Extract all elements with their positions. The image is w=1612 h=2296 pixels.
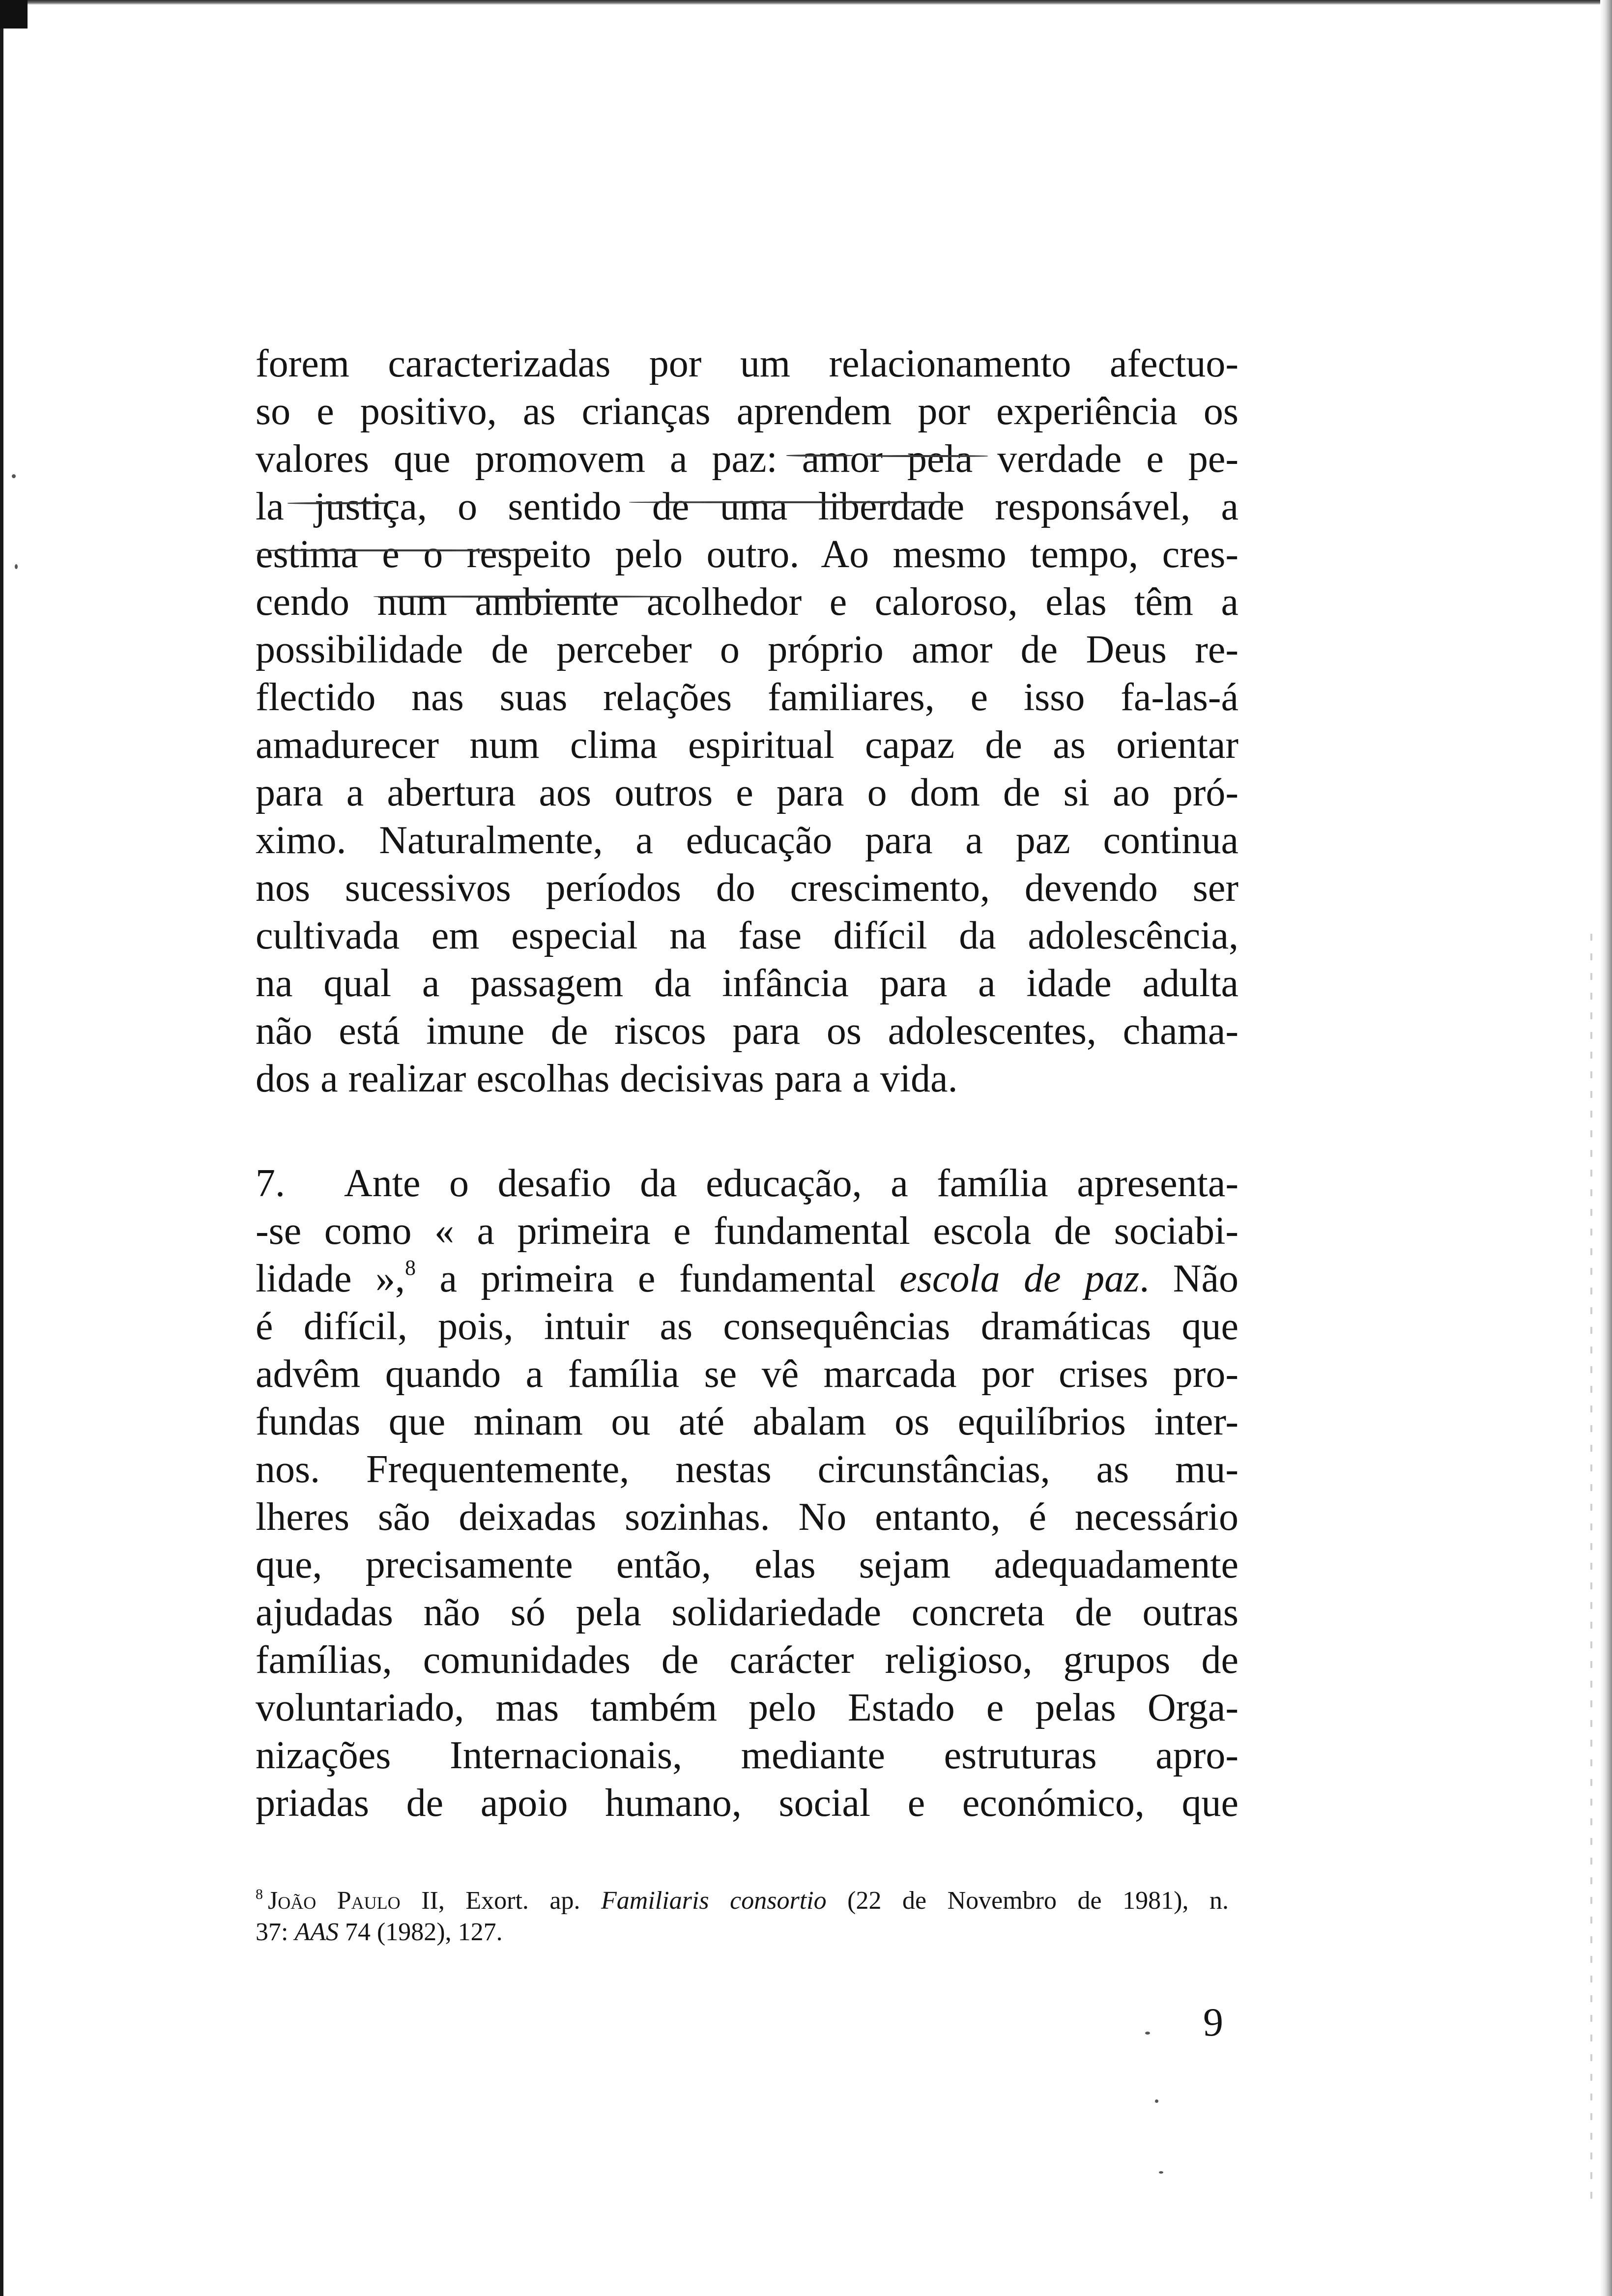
pen-underline-mark: [256, 549, 541, 551]
text-line: ximo. Naturalmente, a educação para a paz continua: [256, 819, 1238, 862]
text-line: ajudadas não só pela solidariedade concreta de outras: [256, 1591, 1238, 1634]
footnote: [256, 1885, 1229, 1948]
paragraph-continuation: [256, 340, 1238, 1103]
text-line: possibilidade de perceber o próprio amor de Deus re-: [256, 628, 1238, 671]
pen-underline-mark: [629, 501, 958, 503]
text-line: nos sucessivos períodos do crescimento, devendo ser: [256, 866, 1238, 910]
text-line: so e positivo, as crianças aprendem por experiência os: [256, 390, 1238, 433]
text-line: priadas de apoio humano, social e económico, que: [256, 1781, 1238, 1825]
text-line: famílias, comunidades de carácter religioso, grupos de: [256, 1638, 1238, 1682]
text-line: na qual a passagem da infância para a idade adulta: [256, 962, 1238, 1005]
pen-underline-mark: [288, 502, 393, 504]
text-line: que, precisamente então, elas sejam adequadamente: [256, 1543, 1238, 1586]
paragraph-number: 7.: [256, 1162, 285, 1205]
text-line: cendo num ambiente acolhedor e caloroso, elas têm a: [256, 580, 1238, 624]
footnote-author: João Paulo II: [268, 1887, 438, 1915]
footnote-work-title: Familiaris consortio: [601, 1887, 827, 1915]
text-line: cultivada em especial na fase difícil da adolescência,: [256, 914, 1238, 957]
text-line: não está imune de riscos para os adolescentes, chama-: [256, 1009, 1238, 1053]
text-line: [256, 1160, 1238, 1207]
footnote-text: (22 de Novembro de 1981), n.: [826, 1887, 1229, 1915]
text-line: nos. Frequentemente, nestas circunstâncias, as mu-: [256, 1448, 1238, 1491]
text-line: nizações Internacionais, mediante estruturas apro-: [256, 1734, 1238, 1777]
text-segment: lidade »,: [256, 1257, 405, 1300]
scan-corner-mark: [0, 0, 28, 29]
text-line: para a abertura aos outros e para o dom de si ao pró-: [256, 771, 1238, 814]
text-line: valores que promovem a paz: amor pela verdade e pe-: [256, 437, 1238, 481]
text-line: amadurecer num clima espiritual capaz de as orientar: [256, 723, 1238, 767]
footnote-text: 74 (1982), 127.: [338, 1918, 503, 1946]
scan-speck: [1155, 2099, 1158, 2103]
scan-speck: [1159, 2171, 1163, 2174]
text-line: forem caracterizadas por um relacionamento afectuo-: [256, 342, 1238, 385]
scan-top-edge: [0, 0, 1612, 5]
paragraph-7: [256, 1160, 1238, 1827]
footnote-reference: 8: [404, 1256, 416, 1280]
text-line: dos a realizar escolhas decisivas para a vida.: [256, 1057, 958, 1100]
italic-phrase: escola de paz: [899, 1257, 1140, 1300]
text-line: voluntariado, mas também pelo Estado e pelas Orga-: [256, 1686, 1238, 1729]
text-line: estima e o respeito pelo outro. Ao mesmo tempo, cres-: [256, 533, 1238, 576]
text-line: advêm quando a família se vê marcada por crises pro-: [256, 1352, 1238, 1396]
text-line: flectido nas suas relações familiares, e isso fa-las-á: [256, 676, 1238, 719]
text-line: -se como « a primeira e fundamental escola de sociabi-: [256, 1209, 1238, 1253]
scan-right-edge: [1600, 0, 1612, 2296]
scan-speck: [15, 564, 18, 569]
text-segment: a primeira e fundamental: [415, 1257, 900, 1300]
pen-underline-mark: [374, 596, 678, 598]
footnote-text: 37:: [256, 1918, 295, 1946]
footnote-line: [256, 1917, 1229, 1948]
scan-right-dashes: [1590, 934, 1592, 2211]
page-number: 9: [1203, 2000, 1223, 2044]
pen-underline-mark: [865, 455, 988, 457]
footnote-text: , Exort. ap.: [438, 1887, 602, 1915]
text-line: é difícil, pois, intuir as consequências dramáticas que: [256, 1305, 1238, 1348]
text-line: lheres são deixadas sozinhas. No entanto, é necessário: [256, 1495, 1238, 1539]
scan-speck: [1145, 2032, 1150, 2035]
text-line: [256, 1255, 1238, 1303]
footnote-journal: AAS: [294, 1918, 339, 1946]
scan-left-edge: [0, 0, 3, 2296]
scan-speck: [12, 474, 16, 478]
pen-underline-mark: [786, 455, 853, 457]
text-line: fundas que minam ou até abalam os equilíbrios inter-: [256, 1400, 1238, 1443]
footnote-number: 8: [256, 1886, 263, 1902]
footnote-line: [256, 1885, 1229, 1917]
text-line: la justiça, o sentido de uma liberdade responsável, a: [256, 485, 1238, 528]
text-segment: Ante o desafio da educação, a família apresenta-: [344, 1162, 1238, 1205]
text-segment: . Não: [1139, 1257, 1239, 1300]
